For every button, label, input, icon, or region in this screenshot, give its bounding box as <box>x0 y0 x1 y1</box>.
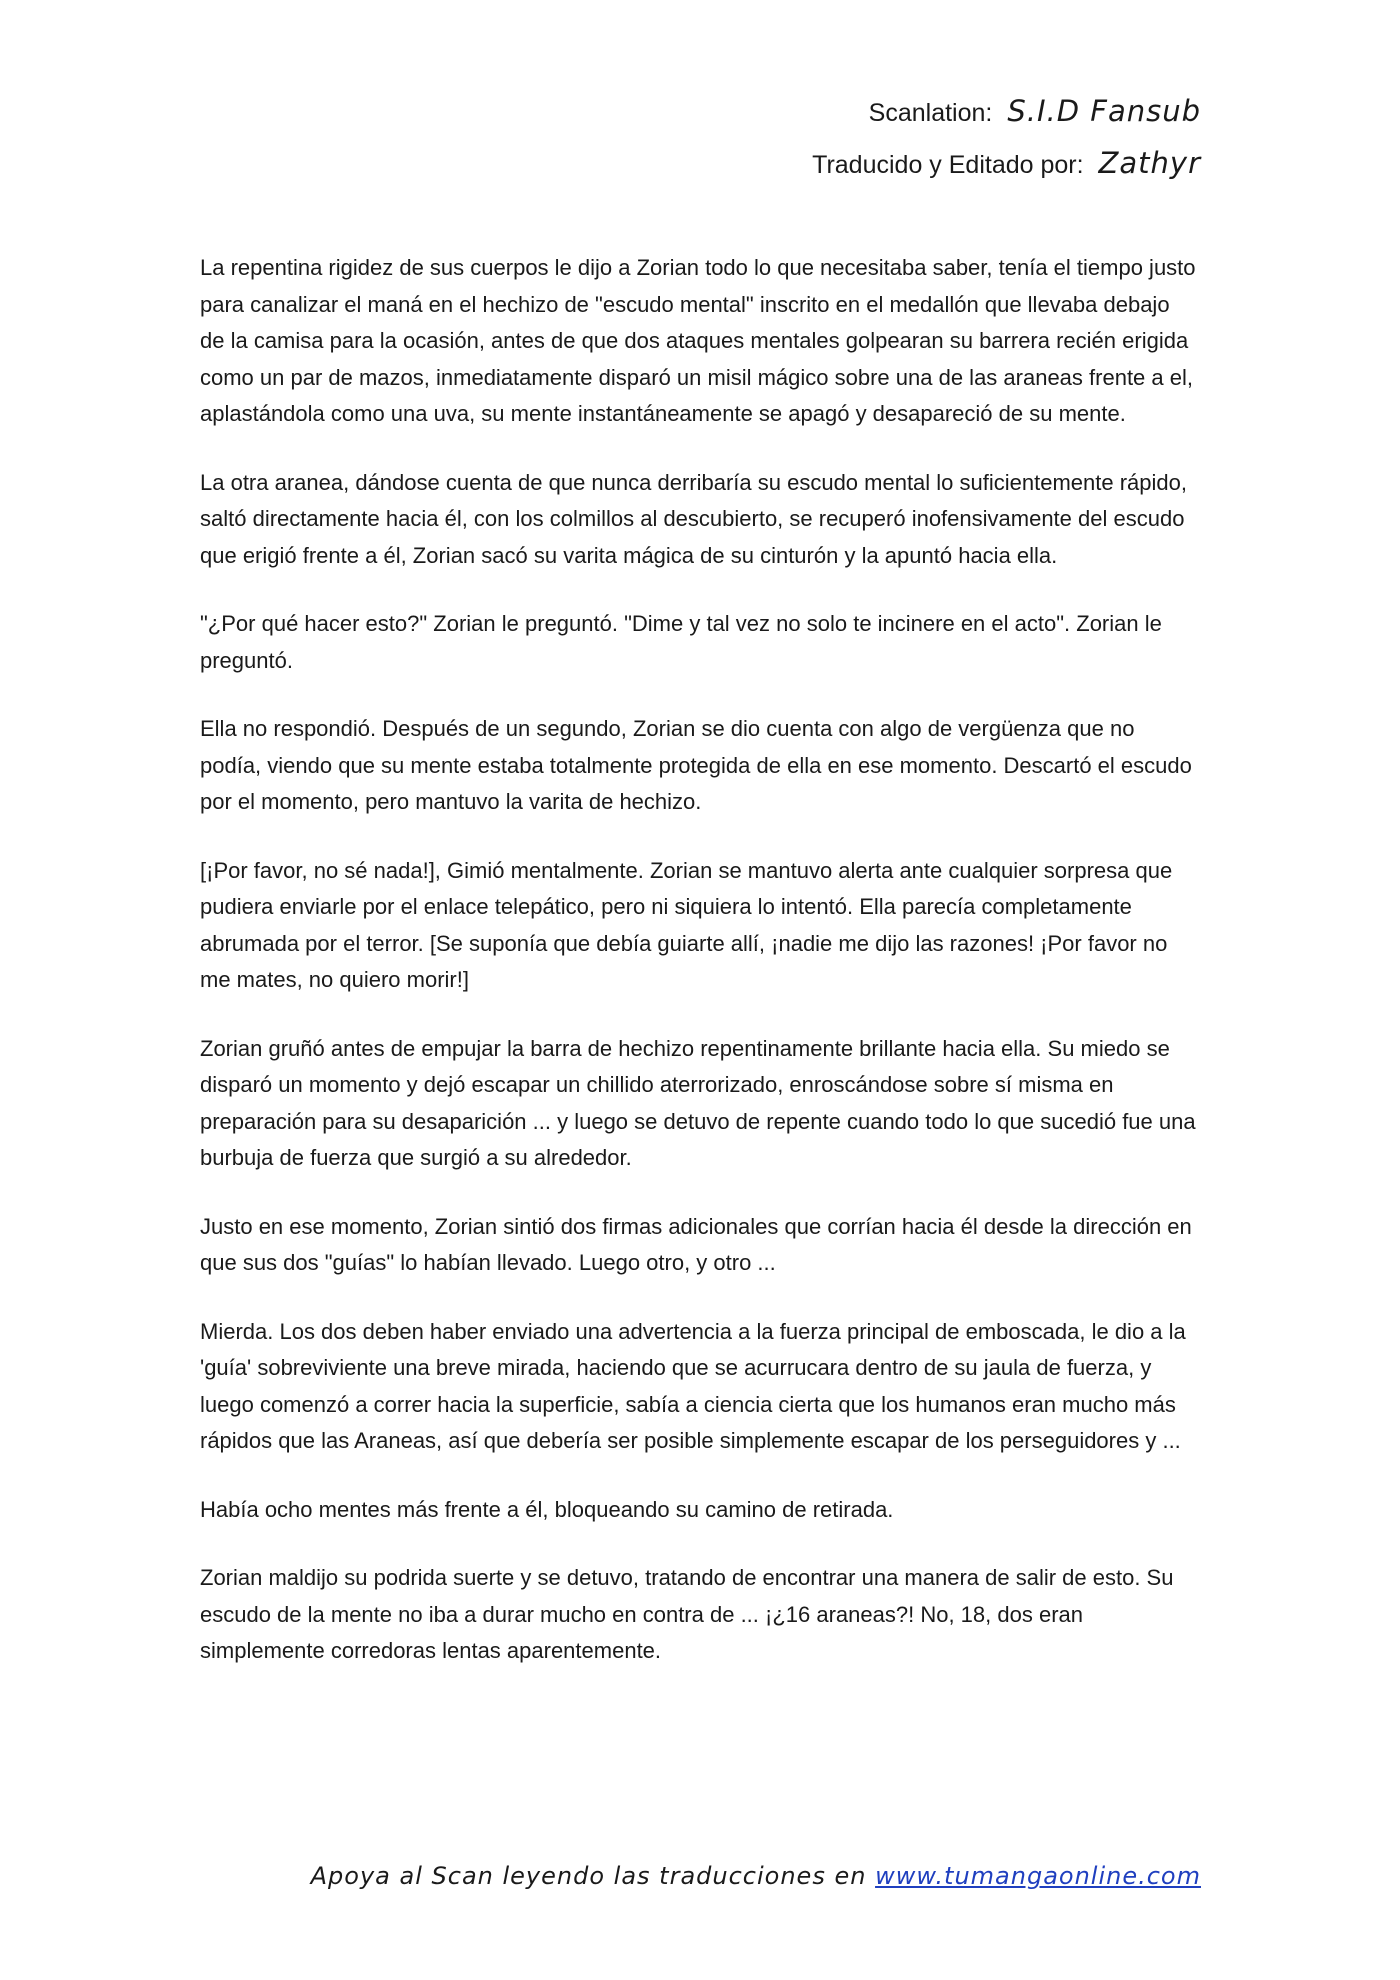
paragraph: [¡Por favor, no sé nada!], Gimió mentalmente. Zorian se mantuvo alerta ante cualquier sorpresa que pudiera enviarle por el enlace telepático, pero ni siquiera lo intentó. Ella parecía completamente abrumada por el terror. [Se suponía que debía guiarte allí, ¡nadie me dijo las razones! ¡Por favor no me mates, no quiero morir!] <box>200 857 1173 992</box>
paragraph: Había ocho mentes más frente a él, bloqueando su camino de retirada. <box>200 1496 894 1522</box>
scanlation-group: S.I.D Fansub <box>1007 94 1201 128</box>
paragraph: Ella no respondió. Después de un segundo, Zorian se dio cuenta con algo de vergüenza que no podía, viendo que su mente estaba totalmente protegida de ella en ese momento. Descartó el escudo por el momento, pero mantuvo la varita de hechizo. <box>200 716 1192 814</box>
support-text: Apoya al Scan leyendo las traducciones en <box>310 1862 867 1890</box>
paragraph: Justo en ese momento, Zorian sintió dos firmas adicionales que corrían hacia él desde la dirección en que sus dos "guías" lo habían llevado. Luego otro, y otro ... <box>200 1213 1192 1275</box>
scanlation-credit <box>812 86 1201 138</box>
paragraph: Zorian maldijo su podrida suerte y se detuvo, tratando de encontrar una manera de salir de esto. Su escudo de la mente no iba a durar mucho en contra de ... ¡¿16 araneas?! No, 18, dos eran simplemente corredoras lentas aparentemente. <box>200 1565 1174 1663</box>
translator-name: Zathyr <box>1098 146 1201 180</box>
support-footer <box>311 1862 1201 1890</box>
site-link[interactable]: www.tumangaonline.com <box>875 1862 1201 1890</box>
paragraph: La repentina rigidez de sus cuerpos le dijo a Zorian todo lo que necesitaba saber, tenía el tiempo justo para canalizar el maná en el hechizo de "escudo mental" inscrito en el medallón que llevaba debajo de la camisa para la ocasión, antes de que dos ataques mentales golpearan su barrera recién erigida como un par de mazos, inmediatamente disparó un misil mágico sobre una de las araneas frente a el, aplastándola como una uva, su mente instantáneamente se apagó y desapareció de su mente. <box>200 255 1196 426</box>
scanlation-label: Scanlation: <box>868 99 993 127</box>
translator-credit <box>812 138 1201 190</box>
story-text <box>200 250 1200 1702</box>
paragraph: Mierda. Los dos deben haber enviado una advertencia a la fuerza principal de emboscada, le dio a la 'guía' sobreviviente una breve mirada, haciendo que se acurrucara dentro de su jaula de fuerza, y luego comenzó a correr hacia la superficie, sabía a ciencia cierta que los humanos eran mucho más rápidos que las Araneas, así que debería ser posible simplemente escapar de los perseguidores y ... <box>200 1318 1186 1453</box>
paragraph: La otra aranea, dándose cuenta de que nunca derribaría su escudo mental lo suficientemente rápido, saltó directamente hacia él, con los colmillos al descubierto, se recuperó inofensivamente del escudo que erigió frente a él, Zorian sacó su varita mágica de su cinturón y la apuntó hacia ella. <box>200 469 1187 568</box>
paragraph: Zorian gruñó antes de empujar la barra de hechizo repentinamente brillante hacia ella. Su miedo se disparó un momento y dejó escapar un chillido aterrorizado, enroscándose sobre sí misma en preparación para su desaparición ... y luego se detuvo de repente cuando todo lo que sucedió fue una burbuja de fuerza que surgió a su alrededor. <box>200 1035 1196 1170</box>
translator-label: Traducido y Editado por: <box>812 151 1084 179</box>
credits-header <box>812 86 1201 190</box>
paragraph: "¿Por qué hacer esto?" Zorian le preguntó. "Dime y tal vez no solo te incinere en el acto". Zorian le preguntó. <box>200 611 1162 673</box>
